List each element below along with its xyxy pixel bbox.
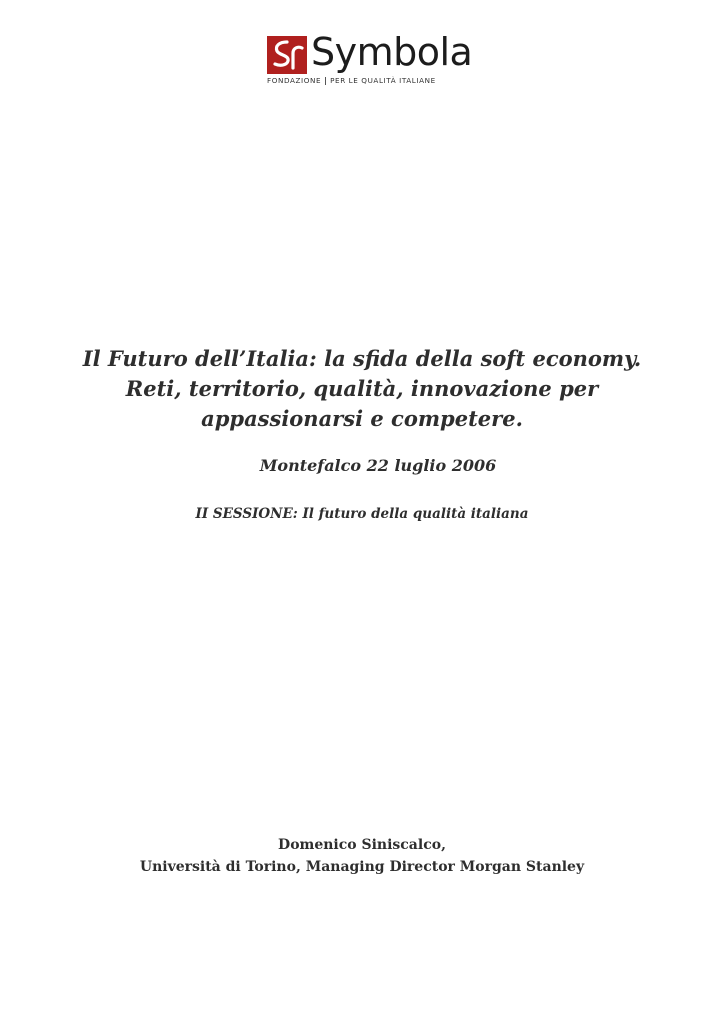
- logo-tagline-right: PER LE QUALITÀ ITALIANE: [330, 76, 436, 85]
- tagline-divider: [325, 77, 326, 85]
- author-affiliation: Università di Torino, Managing Director Morgan Stanley: [139, 859, 585, 875]
- symbola-logo: [267, 30, 473, 90]
- session-title: II SESSIONE: Il futuro della qualità italiana: [195, 506, 529, 522]
- document-title: [40, 344, 684, 434]
- event-date: Montefalco 22 luglio 2006: [259, 456, 497, 475]
- logo-tagline: [267, 76, 467, 85]
- logo-tagline-left: FONDAZIONE: [267, 76, 322, 85]
- logo-wordmark: Symbola: [311, 30, 473, 74]
- author-name: Domenico Siniscalco,: [278, 837, 446, 853]
- title-line-1: Il Futuro dell’Italia: la sfida della soft economy.: [82, 346, 642, 371]
- title-line-2: Reti, territorio, qualità, innovazione per: [125, 376, 599, 401]
- title-line-3: appassionarsi e competere.: [201, 406, 523, 431]
- symbola-logo-mark-icon: [267, 36, 307, 74]
- author-block: [0, 834, 724, 878]
